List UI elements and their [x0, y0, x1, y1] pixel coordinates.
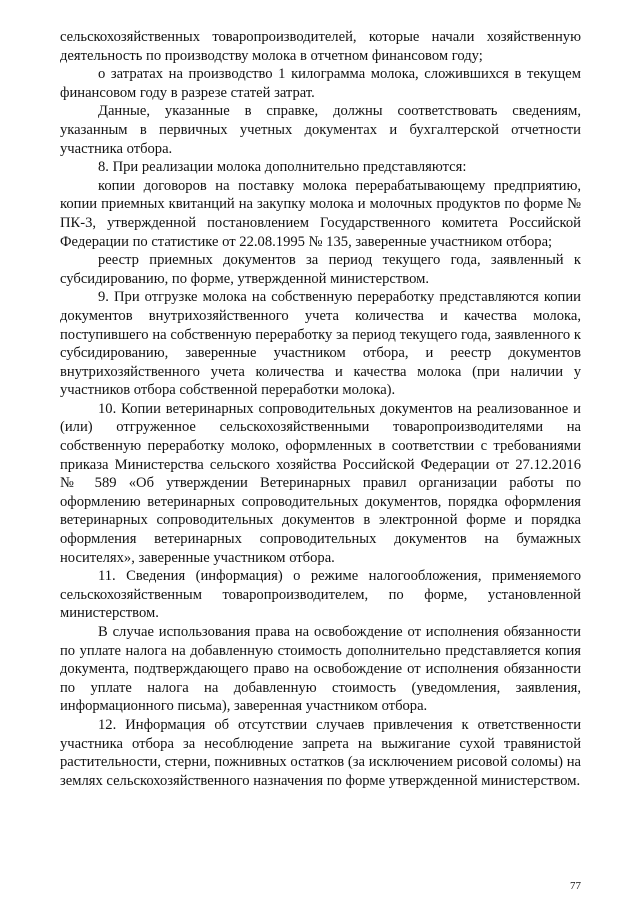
paragraph-item-9: 9. При отгрузке молока на собственную переработку представляются копии документов внутрихозяйственного учета количества и качества молока, поступившего на собственную переработку за период текущего года, заявленного к субсидированию, заверенные участником отбора, и реестр документов внутрихозяйственного учета количества и качества молока (при наличии у участников отбора собственной переработки молока). [60, 289, 581, 399]
paragraph-item-12: 12. Информация об отсутствии случаев привлечения к ответственности участника отбора за несоблюдение запрета на выжигание сухой травянистой растительности, стерни, пожнивных остатков (за исключением рисовой соломы) на землях сельскохозяйственного назначения по форме утвержденной министерством. [60, 716, 581, 789]
paragraph-register: реестр приемных документов за период текущего года, заявленный к субсидированию, по форме, утвержденной министерством. [60, 252, 581, 287]
paragraph-vat-exemption: В случае использования права на освобождение от исполнения обязанности по уплате налога на добавленную стоимость дополнительно представляется копия документа, подтверждающего право на освобождение от исполнения обязанности по уплате налога на добавленную стоимость (уведомления, заявления, информационного письма), заверенная участником отбора. [60, 624, 581, 715]
paragraph-item-8: 8. При реализации молока дополнительно представляются: [98, 159, 467, 176]
document-body [60, 28, 581, 790]
paragraph-data-compliance: Данные, указанные в справке, должны соответствовать сведениям, указанным в первичных учетных документах и бухгалтерской отчетности участника отбора. [60, 103, 581, 157]
paragraph-cost-info: о затратах на производство 1 килограмма молока, сложившихся в текущем финансовом году в разрезе статей затрат. [60, 66, 581, 101]
paragraph-continuation: сельскохозяйственных товаропроизводителей, которые начали хозяйственную деятельность по производству молока в отчетном финансовом году; [60, 29, 581, 64]
page-number: 77 [570, 880, 581, 892]
paragraph-item-11: 11. Сведения (информация) о режиме налогообложения, применяемого сельскохозяйственным товаропроизводителем, по форме, установленной министерством. [60, 568, 581, 622]
paragraph-contract-copies: копии договоров на поставку молока перерабатывающему предприятию, копии приемных квитанций на закупку молока и молочных продуктов по форме № ПК-3, утвержденной постановлением Государственного комитета Российской Федерации по статистике от 22.08.1995 № 135, заверенные участником отбора; [60, 177, 581, 250]
paragraph-item-10: 10. Копии ветеринарных сопроводительных документов на реализованное и (или) отгруженное сельскохозяйственными товаропроизводителями на собственную переработку молоко, оформленных в соответствии с требованиями приказа Министерства сельского хозяйства Российской Федерации от 27.12.2016 № 589 «Об утверждении Ветеринарных правил организации работы по оформлению ветеринарных сопроводительных документов, порядка оформления ветеринарных сопроводительных документов в электронной форме и порядка оформления ветеринарных сопроводительных документов на бумажных носителях», заверенные участником отбора. [60, 400, 581, 566]
